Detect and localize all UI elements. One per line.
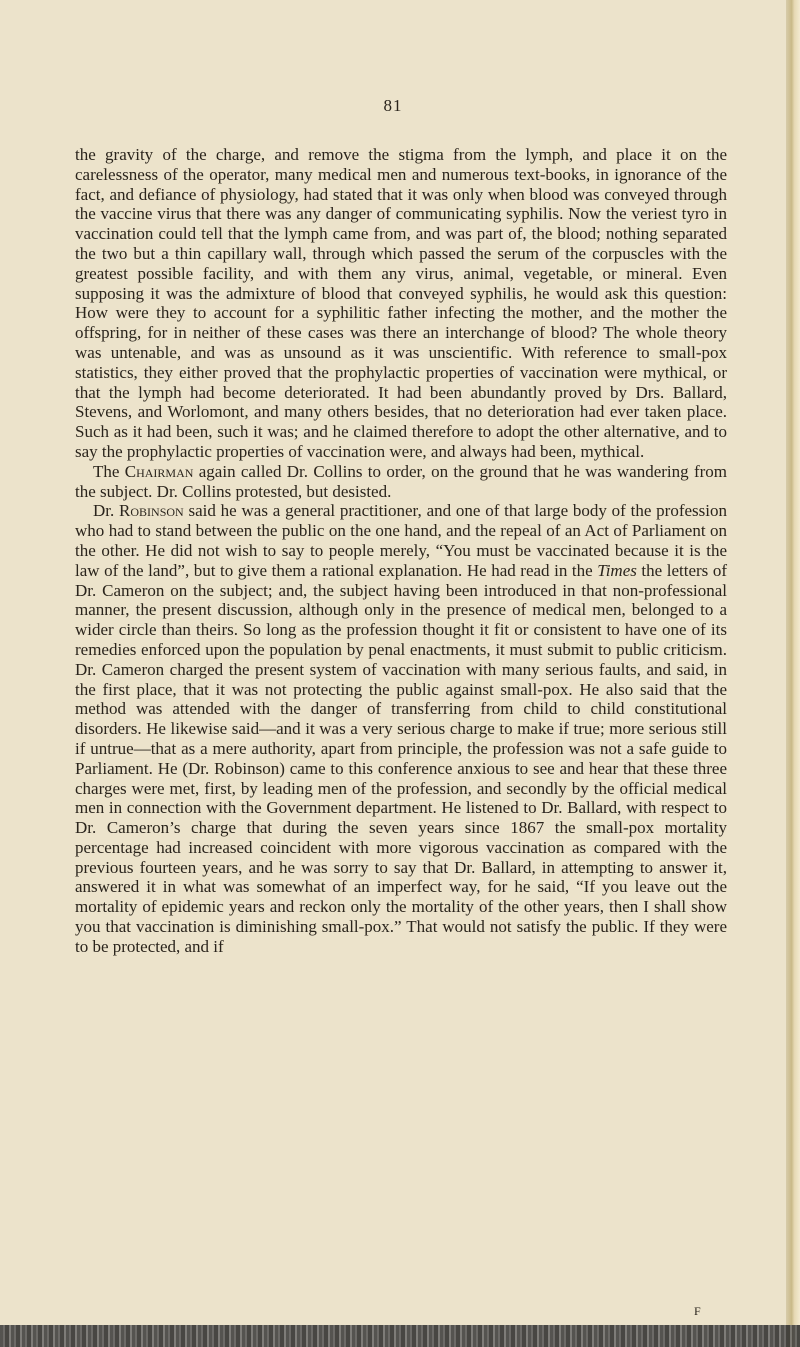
paragraph [75,145,727,462]
paragraph [75,501,727,956]
page-edge-shadow [786,0,800,1347]
page-number: 81 [383,96,403,115]
text-segment: again called Dr. Collins to order, on the ground that he was wandering from the subject. Dr. Collins protested, but desisted. [75,461,727,501]
scan-edge [0,1325,800,1347]
text-segment: the gravity of the charge, and remove the stigma from the lymph, and place it on the carelessness of the operator, many medical men and numerous text-books, in ignorance of the fact, and defiance of physiology, had stated that it was only when blood was conveyed through the vaccine virus that there was any danger of communicating syphilis. Now the veriest tyro in vaccination could tell that the lymph came from, and was part of, the blood; nothing separated the two but a thin capillary wall, through which passed the serum of the corpuscles with the greatest possible facility, and with them any virus, animal, vegetable, or mineral. Even supposing it was the admixture of blood that conveyed syphilis, he would ask this question: How were they to account for a syphilitic father infecting the mother, and the mother the offspring, for in neither of these cases was there an interchange of blood? The whole theory was untenable, and was as unsound as it was unscientific. With reference to small-pox statistics, they either proved that the prophylactic properties of vaccination were mythical, or that the lymph had become deteriorated. It had been abundantly proved by Drs. Ballard, Stevens, and Worlomont, and many others besides, that no deterioration had ever taken place. Such as it had been, such it was; and he claimed therefore to adopt the other alternative, and to say the prophylactic properties of vaccination were, and always had been, mythical. [75,145,727,461]
text-segment: Chairman [124,461,194,481]
text-segment: Dr. [93,501,120,521]
signature-mark: F [694,1304,701,1318]
text-segment: The [93,461,125,481]
text-segment: the letters of Dr. Cameron on the subject; and, the subject having been introduced in that non-professional manner, the present discussion, although only in the presence of medical men, belonged to a wider circle than theirs. So long as the profession thought it fit or consistent to have one of its remedies enforced upon the population by penal enactments, it must submit to public criticism. Dr. Cameron charged the present system of vaccination with many serious faults, and said, in the first place, that it was not protecting the public against small-pox. He also said that the method was attended with the danger of transferring from child to child constitutional disorders. He likewise said—and it was a very serious charge to make if true; more serious still if untrue—that as a mere authority, apart from principle, the profession was not a safe guide to Parliament. He (Dr. Robinson) came to this conference anxious to see and hear that these three charges were met, first, by leading men of the profession, and secondly by the official medical men in connection with the Government department. He listened to Dr. Ballard, with respect to Dr. Cameron’s charge that during the seven years since 1867 the small-pox mortality percentage had increased coincident with more vigorous vaccination as compared with the previous fourteen years, and he was sorry to say that Dr. Ballard, in attempting to answer it, answered it in what was somewhat of an imperfect way, for he said, “If you leave out the mortality of epidemic years and reckon only the mortality of the other years, then I shall show you that vaccination is diminishing small-pox.” That would not satisfy the public. If they were to be protected, and if [75,560,727,956]
text-segment: Times [597,560,637,580]
text-segment: said he was a general practitioner, and one of that large body of the profession who had to stand between the public on the one hand, and the repeal of an Act of Parliament on the other. He did not wish to say to people merely, “You must be vaccinated because it is the law of the land”, but to give them a rational explanation. He had read in the [75,501,727,580]
text-segment: Robinson [119,501,184,521]
body-text [75,145,727,957]
paragraph [75,462,727,502]
